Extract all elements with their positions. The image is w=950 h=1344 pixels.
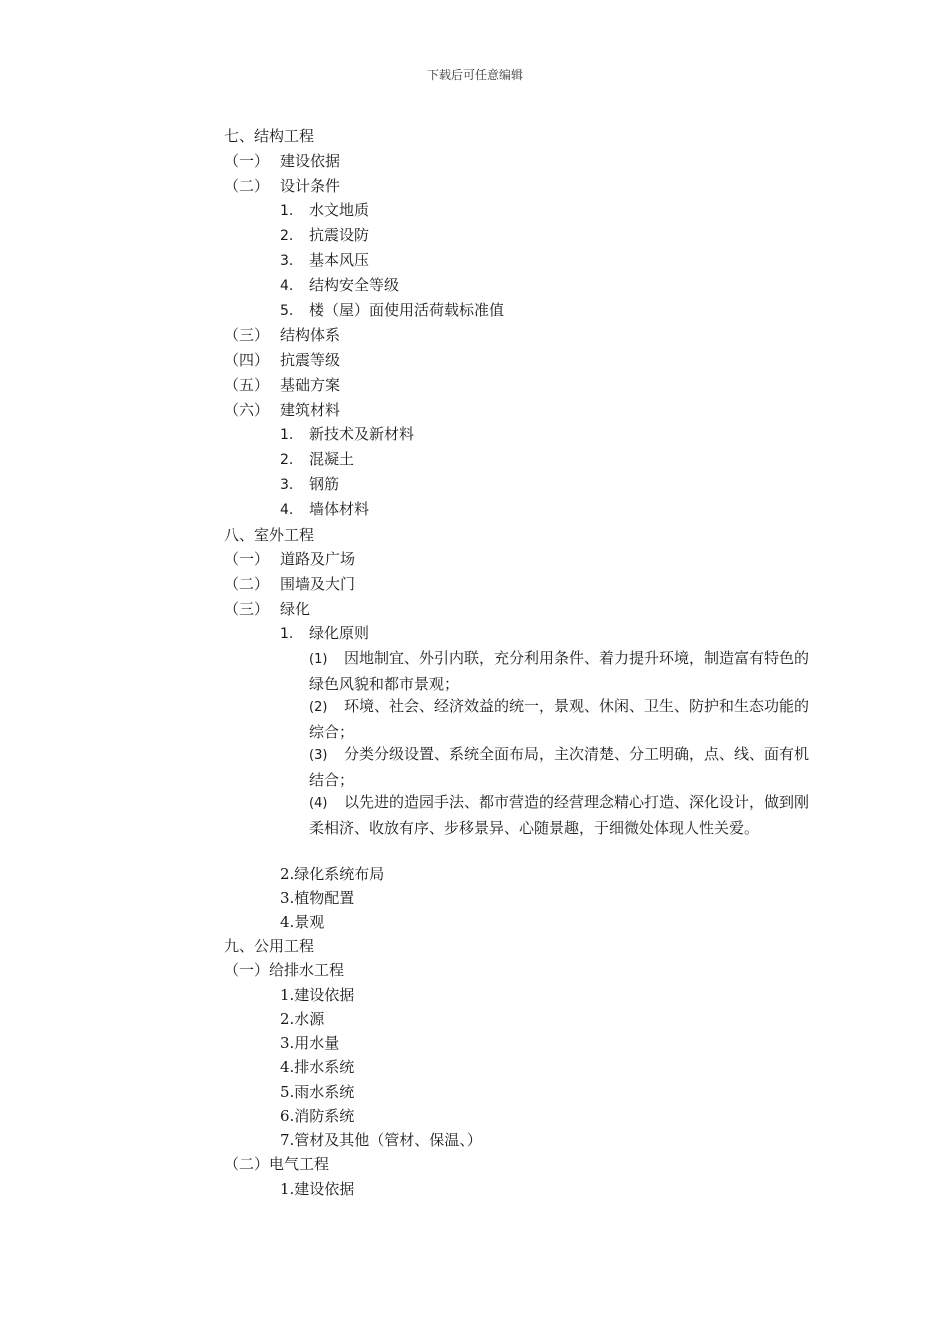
item-text: 楼（屋）面使用活荷载标准值: [309, 301, 505, 319]
item-text: 设计条件: [280, 177, 341, 195]
outline-item: [280, 499, 369, 520]
item-text: 钢筋: [309, 475, 340, 493]
outline-item: 4.排水系统: [280, 1058, 355, 1076]
item-text: 环境、社会、经济效益的统一，景观、休闲、卫生、防护和生态功能的综合；: [309, 697, 810, 741]
item-marker: (3): [309, 748, 328, 763]
item-marker: 1.: [280, 427, 294, 443]
outline-item: 1.建设依据: [280, 1180, 355, 1198]
outline-item: [280, 424, 414, 445]
outline-item: （二）电气工程: [224, 1155, 330, 1173]
item-text: 分类分级设置、系统全面布局，主次清楚、分工明确，点、线、面有机结合；: [309, 745, 810, 789]
outline-item: [280, 449, 354, 470]
item-text: 新技术及新材料: [309, 425, 415, 443]
outline-item: 2.绿化系统布局: [280, 865, 385, 883]
item-marker: 3.: [280, 477, 294, 493]
item-text: 建设依据: [280, 152, 341, 170]
item-text: 墙体材料: [309, 500, 370, 518]
item-marker: （二）: [224, 575, 270, 593]
item-marker: （二）: [224, 177, 270, 195]
item-text: 混凝土: [309, 450, 355, 468]
outline-item: [280, 275, 399, 296]
item-marker: （六）: [224, 401, 270, 419]
principle-paragraph: [309, 790, 819, 840]
outline-item: [224, 375, 340, 395]
outline-item: [280, 623, 369, 644]
item-text: 绿化原则: [309, 624, 370, 642]
item-marker: 2.: [280, 452, 294, 468]
item-marker: 4.: [280, 278, 294, 294]
outline-item: [224, 350, 340, 370]
item-marker: （一）: [224, 550, 270, 568]
item-marker: （三）: [224, 600, 270, 618]
outline-item: [280, 474, 339, 495]
item-text: 抗震设防: [309, 226, 370, 244]
item-text: 结构安全等级: [309, 276, 400, 294]
item-marker: (1): [309, 652, 328, 667]
section-heading: 九、公用工程: [224, 937, 315, 955]
outline-item: [224, 400, 340, 420]
outline-item: [224, 176, 340, 196]
outline-item: [224, 151, 340, 171]
item-text: 因地制宜、外引内联，充分利用条件、着力提升环境，制造富有特色的绿色风貌和都市景观；: [309, 649, 810, 693]
item-text: 水文地质: [309, 201, 370, 219]
outline-item: [280, 200, 369, 221]
item-marker: 2.: [280, 228, 294, 244]
item-marker: 3.: [280, 253, 294, 269]
section-heading: 八、室外工程: [224, 526, 315, 544]
outline-item: 5.雨水系统: [280, 1083, 355, 1101]
item-marker: 1.: [280, 203, 294, 219]
outline-item: 2.水源: [280, 1010, 325, 1028]
item-marker: (4): [309, 796, 328, 811]
item-marker: 1.: [280, 626, 294, 642]
outline-item: [280, 225, 369, 246]
item-marker: (2): [309, 700, 328, 715]
outline-item: [280, 300, 504, 321]
outline-item: 3.植物配置: [280, 889, 355, 907]
item-text: 道路及广场: [280, 550, 356, 568]
item-text: 结构体系: [280, 326, 341, 344]
outline-item: 6.消防系统: [280, 1107, 355, 1125]
item-text: 以先进的造园手法、都市营造的经营理念精心打造、深化设计，做到刚柔相济、收放有序、步移景异、心随景趣，于细微处体现人性关爱。: [309, 793, 810, 837]
item-marker: 5.: [280, 303, 294, 319]
item-text: 基本风压: [309, 251, 370, 269]
item-text: 建筑材料: [280, 401, 341, 419]
outline-item: 4.景观: [280, 913, 325, 931]
outline-item: [224, 325, 340, 345]
outline-item: 3.用水量: [280, 1034, 340, 1052]
item-text: 围墙及大门: [280, 575, 356, 593]
outline-item: [224, 574, 355, 594]
item-marker: 4.: [280, 502, 294, 518]
page-header: 下载后可任意编辑: [426, 68, 523, 82]
outline-item: [224, 599, 310, 619]
principle-paragraph: [309, 694, 819, 744]
item-marker: （一）: [224, 152, 270, 170]
item-text: 抗震等级: [280, 351, 341, 369]
principle-paragraph: [309, 742, 819, 792]
section-heading: 七、结构工程: [224, 127, 315, 145]
outline-item: （一）给排水工程: [224, 961, 345, 979]
item-marker: （三）: [224, 326, 270, 344]
outline-item: 1.建设依据: [280, 986, 355, 1004]
item-text: 基础方案: [280, 376, 341, 394]
outline-item: 7.管材及其他（管材、保温、）: [280, 1131, 482, 1149]
item-marker: （四）: [224, 351, 270, 369]
item-text: 绿化: [280, 600, 311, 618]
principle-paragraph: [309, 646, 819, 696]
outline-item: [224, 549, 355, 569]
outline-item: [280, 250, 369, 271]
item-marker: （五）: [224, 376, 270, 394]
